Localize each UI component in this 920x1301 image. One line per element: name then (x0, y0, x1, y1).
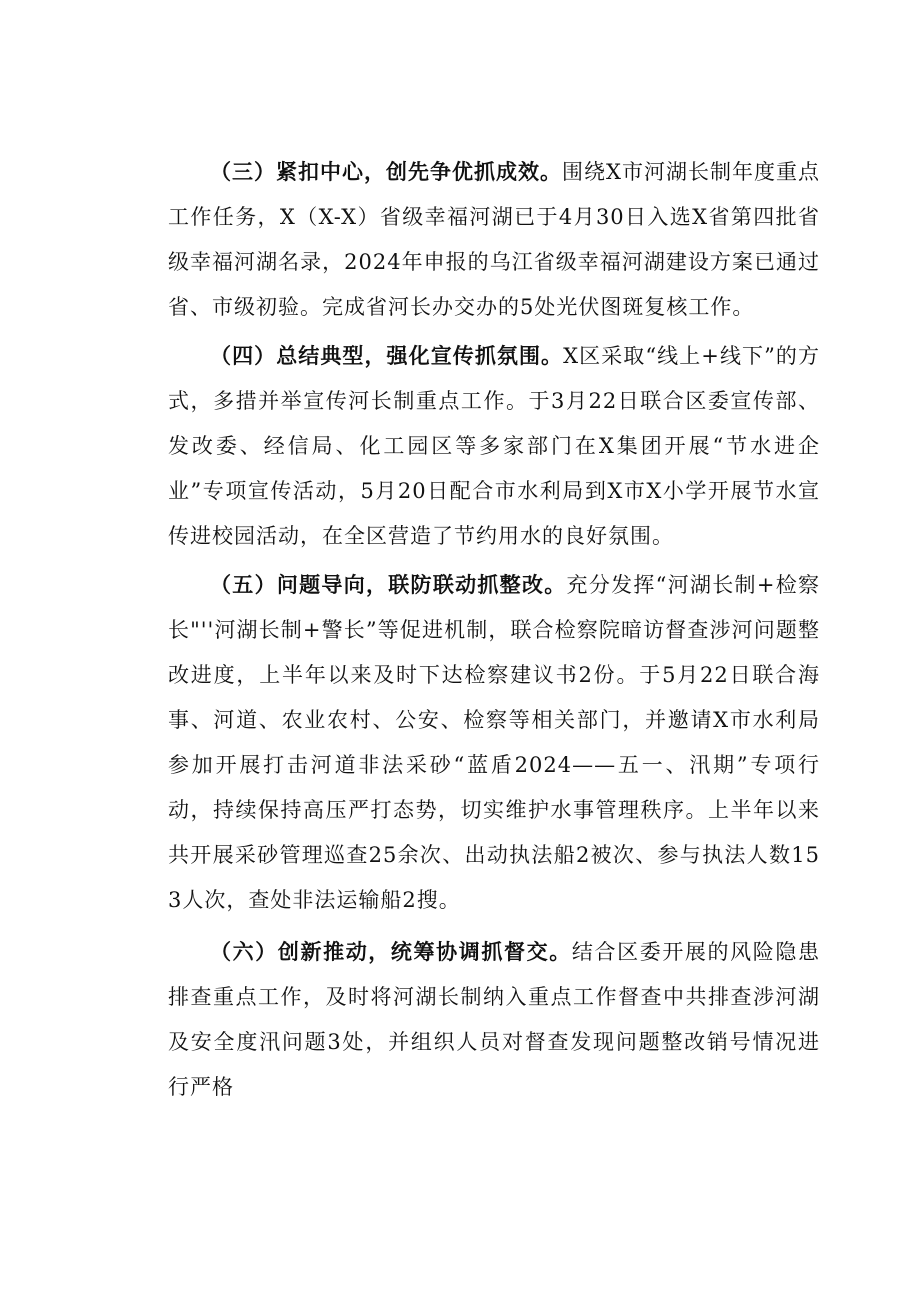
paragraph-5-heading: （五）问题导向，联防联动抓整改。 (210, 572, 567, 597)
paragraph-3-body: 围绕X市河湖长制年度重点工作任务，X（X-X）省级幸福河湖已于4月30日入选X省第四批省级幸福河湖名录，2024年申报的乌江省级幸福河湖建设方案已通过省、市级初验。完成省河长办交办的5处光伏图斑复核工作。 (168, 160, 820, 319)
paragraph-5-body: 充分发挥“河湖长制+检察长"''河湖长制+警长”等促进机制，联合检察院暗访督查涉河问题整改进度，上半年以来及时下达检察建议书2份。于5月22日联合海事、河道、农业农村、公安、检察等相关部门，并邀请X市水利局参加开展打击河道非法采砂“蓝盾2024——五一、汛期”专项行动，持续保持高压严打态势，切实维护水事管理秩序。上半年以来共开展采砂管理巡查25余次、出动执法船2被次、参与执法人数153人次，查处非法运输船2搜。 (168, 573, 820, 912)
paragraph-6 (168, 929, 820, 1110)
paragraph-4-heading: （四）总结典型，强化宣传抓氛围。 (210, 343, 564, 368)
paragraph-5 (168, 562, 820, 923)
paragraph-6-heading: （六）创新推动，统筹协调抓督交。 (210, 939, 572, 964)
paragraph-4 (168, 333, 820, 559)
paragraph-3 (168, 149, 820, 330)
paragraph-4-body: X区采取“线上+线下”的方式，多措并举宣传河长制重点工作。于3月22日联合区委宣传部、发改委、经信局、化工园区等多家部门在X集团开展“节水进企业”专项宣传活动，5月20日配合市水利局到X市X小学开展节水宣传进校园活动，在全区营造了节约用水的良好氛围。 (168, 344, 820, 548)
document-body (168, 149, 820, 1110)
paragraph-6-body: 结合区委开展的风险隐患排查重点工作，及时将河湖长制纳入重点工作督查中共排查涉河湖及安全度汛问题3处，并组织人员对督查发现问题整改销号情况进行严格 (168, 940, 821, 1099)
paragraph-3-heading: （三）紧扣中心，创先争优抓成效。 (210, 159, 563, 184)
